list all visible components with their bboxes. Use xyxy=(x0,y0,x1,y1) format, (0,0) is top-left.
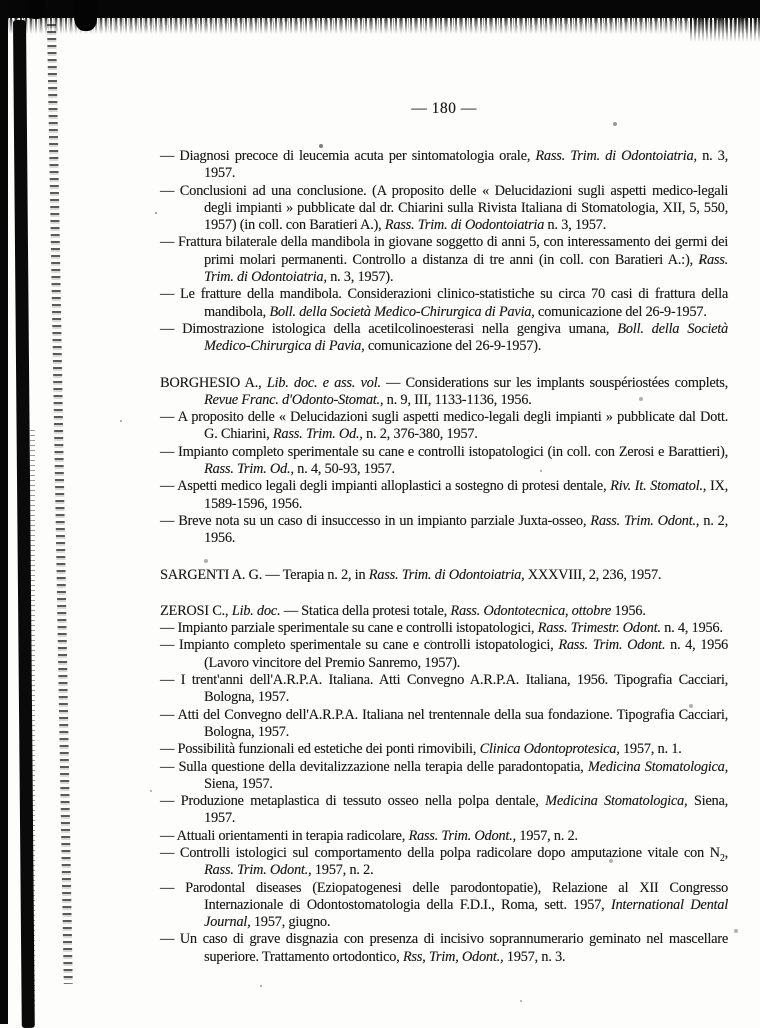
journal-title: Medicina Stomatologica, xyxy=(587,758,729,775)
journal-title: International Dental Journal, xyxy=(204,896,729,931)
entry-text: — Controlli istologici sul comportamento della polpa radicolare dopo amputazione vitale con N xyxy=(160,844,720,861)
bibliography-entry xyxy=(160,234,728,286)
bibliography-entry xyxy=(160,620,728,637)
entry-text: n. 3, 1957. xyxy=(544,217,606,234)
entry-text: n. 4, 50-93, 1957. xyxy=(293,461,395,478)
bibliography-entry xyxy=(160,286,728,321)
journal-title: Riv. It. Stomatol., xyxy=(610,478,707,495)
entry-text: — Le fratture della mandibola. Considerazioni clinico-statistiche su circa 70 casi di frattura della mandibola, xyxy=(160,286,728,320)
bibliography-entry xyxy=(160,880,728,932)
scan-artifact-ink-blob-1 xyxy=(28,0,45,19)
page-number: — 180 — xyxy=(411,100,477,117)
bibliography-entry xyxy=(160,759,728,794)
journal-title: Rass. Trim. Od., xyxy=(204,461,294,478)
journal-title: Rass. Trim. di Odontoiatria, xyxy=(535,148,697,164)
entry-text: — Conclusioni ad una conclusione. (A proposito delle « Delucidazioni sugli aspetti medico-legali degli impianti » pubblicate dal dr. Chiarini sulla Rivista Italiana di Stomatologia, XII, 5, 550, 1957) (in coll. con Baratieri A.), xyxy=(160,182,728,234)
journal-title: Rass. Trim. Odont., xyxy=(204,862,312,879)
bibliography-entry xyxy=(160,793,728,828)
bibliography-entry xyxy=(160,741,728,758)
entry-text: comunicazione del 26-9-1957. xyxy=(534,303,707,320)
entry-text: — Diagnosi precoce di leucemia acuta per sintomatologia orale, xyxy=(160,148,536,164)
entry-text: — Breve nota su un caso di insuccesso in un impianto parziale Juxta-osseo, xyxy=(160,512,591,529)
entry-text: , xyxy=(724,844,728,861)
bibliography-entry xyxy=(160,478,728,513)
entry-text: — Dimostrazione istologica della acetilcolinoesterasi nella gengiva umana, xyxy=(160,320,618,337)
bibliography-section-borghesio xyxy=(160,375,728,548)
bibliography-entry xyxy=(160,845,728,880)
entry-text: — Parodontal diseases (Eziopatogenesi delle parodontopatie), Relazione al XII Congresso Internazionale di Odontostomatologia della F.D.I., Roma, sett. 1957, xyxy=(160,879,728,913)
bibliography-section-zerosi xyxy=(160,603,728,966)
bibliography-entry xyxy=(160,672,728,707)
entry-text: Siena, 1957. xyxy=(204,775,273,792)
entry-text: — A proposito delle « Delucidazioni sugli aspetti medico-legali degli impianti » pubblicate dal Dott. G. Chiarini, xyxy=(160,409,728,443)
journal-title: Rass. Odontotecnica, ottobre xyxy=(450,602,612,619)
entry-text: — Possibilità funzionali ed estetiche dei ponti rimovibili, xyxy=(160,741,480,758)
entry-text: — Impianto parziale sperimentale su cane e controlli istopatologici, xyxy=(160,620,538,637)
bibliography-section-chiarini-continued xyxy=(160,148,728,356)
journal-title: Rass. Trim. di Odontoiatria, xyxy=(368,566,525,583)
journal-title: Revue Franc. d'Odonto-Stomat., xyxy=(204,391,384,408)
entry-text: Siena, 1957. xyxy=(204,793,729,827)
journal-title: Boll. della Società Medico-Chirurgica di Pavia, xyxy=(204,320,728,355)
entry-text: n. 2, 1956. xyxy=(204,512,728,547)
journal-title: Rass. Trimestr. Odont. xyxy=(537,620,661,637)
journal-title: Rss, Trim, Odont., xyxy=(402,948,504,965)
entry-text: 2 xyxy=(719,852,725,864)
entry-text: 1957, giugno. xyxy=(250,914,331,931)
entry-text: ZEROSI C., xyxy=(160,602,232,619)
bibliography-entry xyxy=(160,183,728,235)
scan-artifact-top-noise xyxy=(0,18,760,34)
entry-text: BORGHESIO A., xyxy=(160,374,267,391)
bibliography-entry xyxy=(160,603,728,620)
scan-artifact-gutter-stripe-3 xyxy=(47,24,73,984)
entry-text: — Impianto completo sperimentale su cane e controlli istopatologici (in coll. con Zerosi e Barattieri), xyxy=(160,443,728,460)
bibliography-entry xyxy=(160,409,728,444)
entry-text: 1957, n. 3. xyxy=(503,948,566,965)
journal-title: Rass. Trim. Od., xyxy=(272,426,363,443)
scan-artifact-specks xyxy=(0,0,2,2)
bibliography-entry xyxy=(160,375,728,410)
entry-text: XXXVIII, 2, 236, 1957. xyxy=(524,566,662,583)
entry-text: n. 9, III, 1133-1136, 1956. xyxy=(383,391,532,408)
entry-text: comunicazione del 26-9-1957). xyxy=(364,338,542,355)
entry-text: — Atti del Convegno dell'A.R.P.A. Italiana nel trentennale della sua fondazione. Tipografia Cacciari, Bologna, 1957. xyxy=(160,706,728,740)
entry-text: — Impianto completo sperimentale su cane e controlli istopatologici, xyxy=(160,637,559,654)
scan-artifact-gutter-stripe-1 xyxy=(0,0,8,1024)
bibliography-entry xyxy=(160,513,728,548)
journal-title: Medicina Stomatologica, xyxy=(545,793,688,810)
scan-artifact-ink-blob-2 xyxy=(74,0,97,31)
scan-artifact-gutter-stripe-4 xyxy=(30,430,35,1010)
entry-text: — Considerations sur les implants souspériostées complets, xyxy=(380,374,729,391)
entry-text: — I trent'anni dell'A.R.P.A. Italiana. Atti Convegno A.R.P.A. Italiana, 1956. Tipografia Cacciari, Bologna, 1957. xyxy=(160,672,728,706)
entry-text: — Produzione metaplastica di tessuto osseo nella polpa dentale, xyxy=(160,793,546,810)
scan-artifact-top-band xyxy=(0,0,760,18)
entry-text: n. 4, 1956 (Lavoro vincitore del Premio Sanremo, 1957). xyxy=(204,637,729,671)
journal-title: Rass. Trim. di Odontoiatria, xyxy=(204,251,728,286)
journal-title: Boll. della Società Medico-Chirurgica di Pavia, xyxy=(269,303,535,320)
entry-text: 1957, n. 2. xyxy=(515,827,578,844)
bibliography-entry xyxy=(160,567,728,584)
bibliography-entry xyxy=(160,637,728,672)
bibliography-entry xyxy=(160,931,728,966)
bibliography-entry xyxy=(160,321,728,356)
entry-text: n. 2, 376-380, 1957. xyxy=(362,426,478,443)
entry-text: 1956. xyxy=(611,602,646,619)
bibliography-section-sargenti xyxy=(160,567,728,584)
journal-title: Rass. Trim. di Oodontoiatria xyxy=(384,217,545,234)
journal-title: Lib. doc. xyxy=(231,602,281,619)
journal-title: Rass. Trim. Odont. xyxy=(558,637,666,654)
entry-text: — Statica della protesi totale, xyxy=(280,602,451,619)
entry-text: IX, 1589-1596, 1956. xyxy=(204,478,729,512)
bibliography-entry xyxy=(160,707,728,742)
journal-title: Rass. Trim. Odont., xyxy=(408,827,516,844)
entry-text: n. 4, 1956. xyxy=(660,620,723,637)
entry-text: — Sulla questione della devitalizzazione nella terapia delle paradontopatia, xyxy=(160,758,588,775)
entry-text: — Un caso di grave disgnazia con presenza di incisivo soprannumerario geminato nel mascellare superiore. Trattamento ortodontico, xyxy=(160,931,728,965)
bibliography-list xyxy=(160,148,728,966)
entry-text: — Aspetti medico legali degli impianti alloplastici a sostegno di protesi dentale, xyxy=(160,478,611,495)
bibliography-entry xyxy=(160,828,728,845)
journal-title: Lib. doc. e ass. vol. xyxy=(266,374,381,391)
journal-title: Rass. Trim. Odont., xyxy=(590,512,700,529)
entry-text: — Attuali orientamenti in terapia radicolare, xyxy=(160,827,409,844)
bibliography-entry xyxy=(160,444,728,479)
entry-text: n. 3, 1957). xyxy=(326,269,394,286)
bibliography-entry xyxy=(160,148,728,183)
scan-artifact-top-right-noise xyxy=(690,18,760,42)
entry-text: 1957, n. 2. xyxy=(311,862,374,879)
entry-text: n. 3, 1957. xyxy=(204,148,728,182)
entry-text: — Frattura bilaterale della mandibola in giovane soggetto di anni 5, con interessamento dei germi dei primi molari permanenti. Controllo a distanza di tre anni (in coll. con Baratieri A.:), xyxy=(160,234,728,268)
entry-text: SARGENTI A. G. — Terapia n. 2, in xyxy=(160,566,369,583)
entry-text: 1957, n. 1. xyxy=(619,741,682,758)
journal-title: Clinica Odontoprotesica, xyxy=(479,741,620,758)
